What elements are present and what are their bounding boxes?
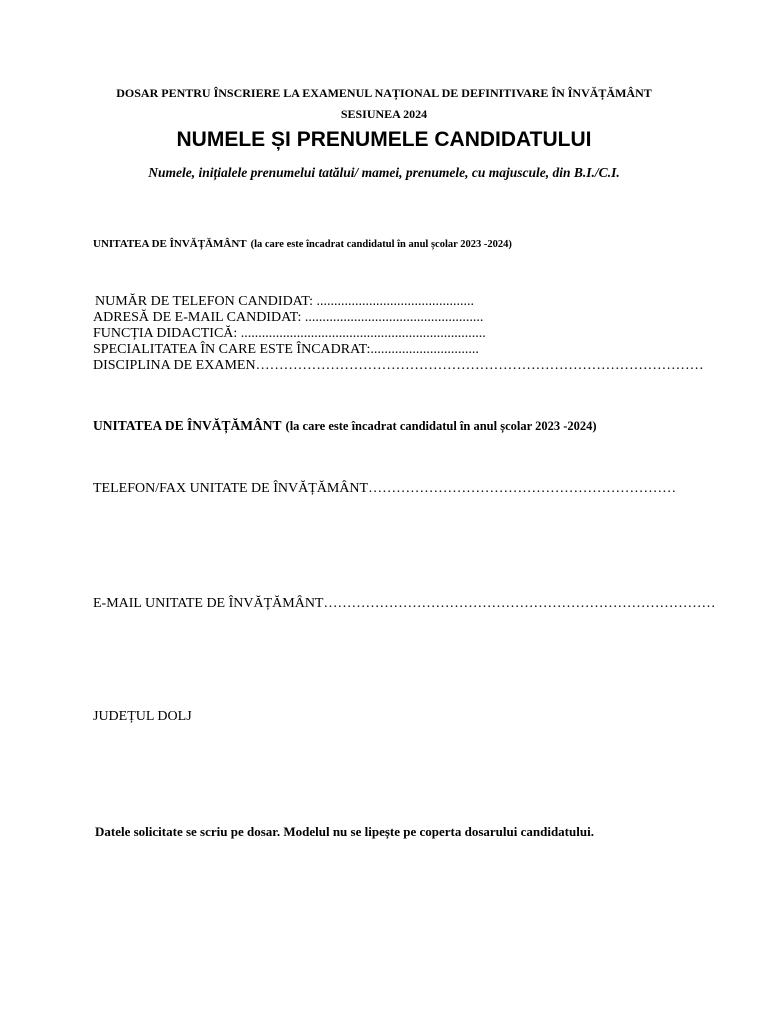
field-blank: ...................................................................... bbox=[237, 326, 486, 341]
school-unit-heading-top bbox=[93, 236, 512, 252]
field-blank: ............................................. bbox=[312, 294, 474, 309]
candidate-email-field bbox=[93, 310, 704, 326]
specialization-field bbox=[93, 342, 704, 358]
field-blank: …………………………………………………………………………………… bbox=[255, 358, 704, 373]
field-label: ADRESĂ DE E-MAIL CANDIDAT: bbox=[93, 310, 302, 325]
field-blank: ………………………………………………………………………… bbox=[323, 596, 716, 611]
teaching-position-field bbox=[93, 326, 704, 342]
field-label: E-MAIL UNITATE DE ÎNVĂȚĂMÂNT bbox=[93, 596, 324, 611]
field-label: SPECIALITATEA ÎN CARE ESTE ÎNCADRAT: bbox=[93, 342, 371, 357]
field-label: NUMĂR DE TELEFON CANDIDAT: bbox=[95, 294, 313, 309]
footer-note: Datele solicitate se scriu pe dosar. Modelul nu se lipește pe coperta dosarului candidatului. bbox=[95, 824, 594, 839]
exam-subject-field bbox=[93, 358, 704, 374]
field-blank: ............................... bbox=[370, 342, 479, 357]
school-unit-label: UNITATEA DE ÎNVĂȚĂMÂNT bbox=[93, 238, 247, 250]
session-label: SESIUNEA 2024 bbox=[340, 107, 428, 121]
title-instructions: Numele, inițialele prenumelui tatălui/ mamei, prenumele, cu majuscule, din B.I./C.I. bbox=[148, 165, 620, 180]
field-label: FUNCȚIA DIDACTICĂ: bbox=[93, 326, 238, 341]
document-header-line: DOSAR PENTRU ÎNSCRIERE LA EXAMENUL NAȚIONAL DE DEFINITIVARE ÎN ÎNVĂȚĂMÂNT bbox=[116, 86, 652, 100]
school-unit-heading bbox=[93, 417, 597, 435]
field-label: TELEFON/FAX UNITATE DE ÎNVĂȚĂMÂNT bbox=[93, 481, 369, 496]
candidate-fields bbox=[93, 294, 704, 374]
school-unit-note: (la care este încadrat candidatul în anul școlar 2023 -2024) bbox=[250, 239, 512, 250]
candidate-phone-field bbox=[93, 294, 704, 310]
field-blank: ................................................... bbox=[301, 310, 484, 325]
county-label: JUDEȚUL DOLJ bbox=[93, 709, 192, 724]
school-unit-label: UNITATEA DE ÎNVĂȚĂMÂNT bbox=[93, 418, 282, 433]
school-unit-note: (la care este încadrat candidatul în anul școlar 2023 -2024) bbox=[285, 419, 597, 433]
field-blank: ………………………………………………………… bbox=[368, 481, 677, 496]
school-unit-phone-field bbox=[93, 481, 676, 497]
field-label: DISCIPLINA DE EXAMEN bbox=[93, 358, 256, 373]
school-unit-email-field bbox=[93, 596, 715, 612]
page-title: NUMELE ȘI PRENUMELE CANDIDATULUI bbox=[176, 128, 592, 151]
